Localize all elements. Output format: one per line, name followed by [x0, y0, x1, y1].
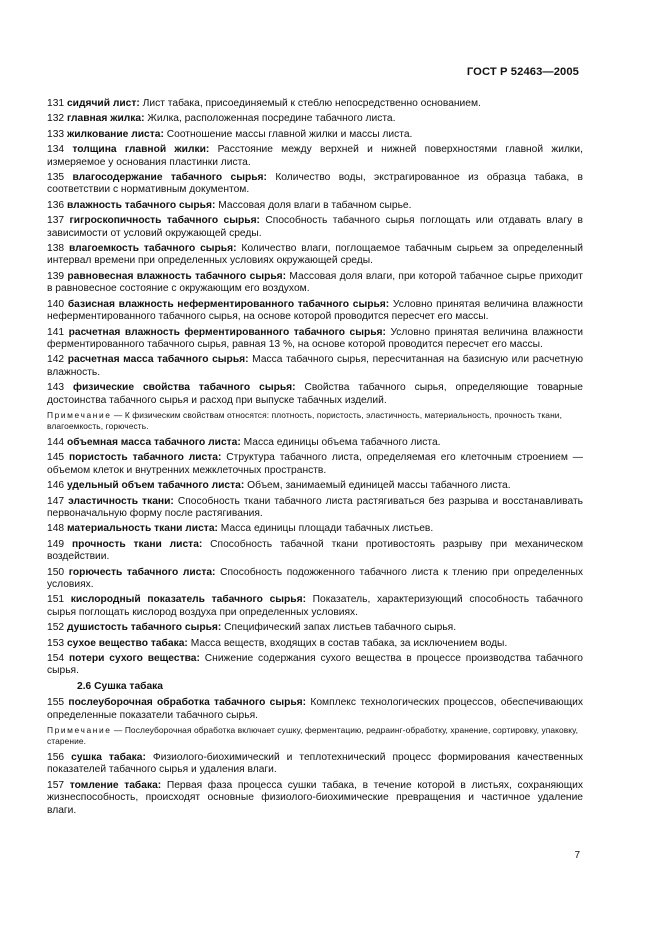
term-number: 136 [47, 199, 65, 211]
term-definition: Массовая доля влаги, при которой табачное сырье приходит в равновесное состояние с окружающим его воздухом. [47, 270, 583, 295]
term-definition: Объем, занимаемый единицей массы табачного листа. [247, 480, 511, 492]
note-text: — К физическим свойствам относятся: плотность, пористость, эластичность, материальность, прочность ткани, влагоемкость, горючесть. [47, 409, 562, 431]
term-entry [47, 594, 583, 619]
term-entry [47, 622, 583, 634]
document-body [47, 98, 583, 820]
term-definition: Количество воды, экстрагированное из образца табака, в соответствии с нормативным документом. [47, 172, 583, 196]
term-definition: Масса веществ, входящих в состав табака, за исключением воды. [190, 637, 508, 649]
term-name: сидячий лист: [66, 98, 140, 109]
term-name: кислородный показатель табачного сырья: [70, 594, 306, 606]
term-entry [47, 144, 583, 169]
term-name: влагосодержание табачного сырья: [72, 172, 267, 184]
term-number: 137 [47, 215, 65, 227]
term-name: жилкование листа: [66, 128, 164, 140]
term-number: 147 [47, 495, 65, 507]
term-definition: Физиолого-биохимический и теплотехнический процесс формирования качественных показателей табачного сырья и удаления влаги. [47, 752, 583, 776]
term-number: 135 [47, 172, 65, 184]
term-number: 152 [47, 622, 65, 634]
term-entry [47, 98, 583, 110]
term-definition: Способность подожженного табачного листа к тлению при определенных условиях. [47, 566, 583, 590]
section-heading: 2.6 Сушка табака [77, 680, 164, 692]
term-definition: Лист табака, присоединяемый к стеблю непосредственно основанием. [142, 98, 481, 109]
term-name: удельный объем табачного листа: [66, 480, 245, 492]
term-entry [47, 113, 583, 125]
term-name: толщина главной жилки: [72, 144, 210, 156]
term-definition: Соотношение массы главной жилки и массы листа. [166, 128, 413, 140]
note-label: Примечание [47, 725, 112, 736]
term-definition: Масса единицы объема табачного листа. [243, 436, 441, 448]
term-entry [47, 697, 583, 722]
term-entry [47, 480, 583, 492]
term-definition: Комплекс технологических процессов, обеспечивающих определенные показатели табачного сырья. [47, 697, 583, 721]
term-definition: Масса табачного сырья, пересчитанная на базисную или расчетную влажность. [47, 354, 584, 378]
term-number: 150 [47, 566, 65, 578]
term-number: 144 [47, 436, 65, 448]
term-entry [47, 200, 583, 212]
term-number: 154 [47, 653, 65, 665]
term-number: 139 [47, 270, 65, 282]
term-number: 157 [47, 779, 65, 791]
term-entry [47, 752, 583, 777]
term-entry [47, 299, 583, 324]
term-entry [47, 780, 583, 817]
term-name: сухое вещество табака: [66, 637, 188, 649]
term-entry [47, 496, 583, 521]
term-name: влажность табачного сырья: [66, 199, 216, 211]
term-definition: Масса единицы площади табачных листьев. [220, 523, 434, 535]
term-entry [47, 129, 583, 141]
term-entry [47, 567, 583, 592]
term-name: расчетная влажность ферментированного табачного сырья: [68, 326, 386, 338]
term-name: сушка табака: [71, 752, 146, 764]
term-number: 145 [47, 452, 65, 464]
note-label: Примечание [47, 409, 112, 420]
entries-group-3 [47, 697, 583, 722]
term-definition: Способность табачного сырья поглощать или отдавать влагу в зависимости от условий окружающей среды. [47, 215, 583, 239]
term-name: послеуборочная обработка табачного сырья: [68, 697, 307, 709]
term-number: 134 [47, 144, 65, 156]
term-number: 153 [47, 637, 65, 649]
term-number: 138 [47, 243, 65, 255]
term-entry [47, 523, 583, 535]
term-number: 142 [47, 354, 65, 366]
term-definition: Показатель, характеризующий способность табачного сырья поглощать кислород воздуха при определенных условиях. [47, 594, 583, 618]
term-number: 151 [47, 594, 65, 606]
entries-group-1 [47, 98, 583, 407]
term-name: объемная масса табачного листа: [66, 436, 241, 448]
term-entry [47, 172, 583, 197]
term-name: влагоемкость табачного сырья: [68, 243, 237, 255]
term-name: базисная влажность неферментированного табачного сырья: [67, 298, 390, 310]
term-entry [47, 327, 583, 352]
term-number: 155 [47, 697, 65, 709]
note-physical-properties [47, 410, 583, 432]
document-header: ГОСТ Р 52463—2005 [466, 66, 579, 78]
term-entry [47, 271, 583, 296]
term-name: гигроскопичность табачного сырья: [69, 215, 260, 227]
term-name: пористость табачного листа: [68, 452, 222, 464]
term-entry [47, 243, 583, 268]
term-number: 146 [47, 480, 65, 492]
term-number: 143 [47, 382, 65, 394]
term-name: томление табака: [69, 779, 162, 791]
term-number: 131 [47, 98, 65, 109]
term-entry [47, 354, 583, 379]
term-definition: Способность ткани табачного листа растягиваться без разрыва и восстанавливать первоначальную форму после растягивания. [47, 495, 583, 519]
term-definition: Способность табачной ткани противостоять разрыву при механическом воздействии. [47, 538, 583, 563]
term-definition: Снижение содержания сухого вещества в процессе производства табачного сырья. [47, 653, 583, 677]
term-number: 156 [47, 752, 65, 764]
term-entry [47, 539, 583, 564]
term-entry [47, 638, 583, 650]
term-name: душистость табачного сырья: [66, 622, 222, 634]
entries-group-2 [47, 437, 583, 678]
term-definition: Специфический запах листьев табачного сырья. [224, 622, 457, 634]
term-name: эластичность ткани: [68, 495, 174, 507]
note-post-harvest [47, 725, 583, 747]
term-definition: Условно принятая величина влажности ферментированного табачного сырья, равная 13 %, на основе которой проводится пересчет его массы. [47, 326, 583, 350]
term-entry [47, 653, 583, 678]
term-definition: Условно принятая величина влажности неферментированного табачного сырья, на основе которой проводится пересчет его массы. [47, 298, 583, 323]
term-number: 133 [47, 128, 65, 140]
term-number: 149 [47, 538, 65, 550]
term-definition: Структура табачного листа, определяемая его клеточным строением — объемом клеток и внутренних межклеточных пространств. [47, 452, 583, 476]
term-number: 140 [47, 298, 65, 310]
term-definition: Количество влаги, поглощаемое табачным сырьем за определенный интервал времени при определенных условиях окружающей среды. [47, 243, 583, 267]
term-number: 141 [47, 326, 65, 338]
entries-group-4 [47, 752, 583, 817]
term-name: главная жилка: [66, 113, 145, 125]
term-name: горючесть табачного листа: [68, 566, 216, 578]
term-definition: Массовая доля влаги в табачном сырье. [218, 199, 412, 211]
term-name: расчетная масса табачного сырья: [67, 354, 249, 366]
note-text: — Послеуборочная обработка включает сушку, ферментацию, редраинг-обработку, хранение, сортировку, упаковку, старение. [47, 725, 579, 747]
term-definition: Жилка, расположенная посредине табачного листа. [147, 113, 396, 125]
term-entry [47, 452, 583, 477]
term-name: материальность ткани листа: [66, 523, 218, 535]
term-number: 148 [47, 523, 65, 535]
term-definition: Первая фаза процесса сушки табака, в течение которой в листьях, сохраняющих жизнеспособность, происходят основные физиолого-биохимические превращения и частичное удаление влаги. [47, 779, 584, 816]
term-entry [47, 382, 583, 407]
term-entry [47, 215, 583, 240]
term-name: физические свойства табачного сырья: [73, 382, 296, 394]
term-number: 132 [47, 113, 65, 125]
term-name: равновесная влажность табачного сырья: [67, 270, 287, 282]
term-definition: Расстояние между верхней и нижней поверхностями главной жилки, измеряемое у основания пластинки листа. [47, 144, 583, 168]
term-name: прочность ткани листа: [71, 538, 203, 550]
term-name: потери сухого вещества: [68, 653, 200, 665]
page-number: 7 [574, 850, 580, 861]
term-entry [47, 437, 583, 449]
term-definition: Свойства табачного сырья, определяющие товарные достоинства табачного сырья и расход при выпуске табачных изделий. [47, 382, 583, 406]
